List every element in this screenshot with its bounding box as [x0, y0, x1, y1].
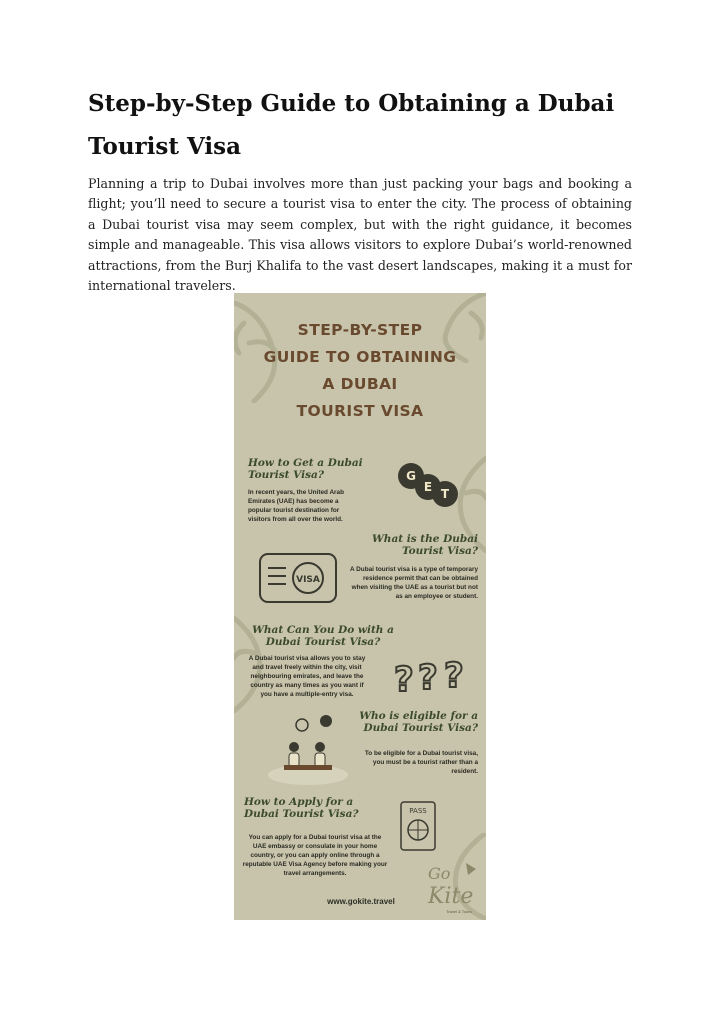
gokite-logo: [424, 859, 484, 917]
passport-icon: [399, 800, 439, 854]
section-heading-what-can: What Can You Do with a Dubai Tourist Visa?: [252, 624, 394, 648]
infographic-poster: [234, 293, 486, 920]
get-letter-e-icon: E: [415, 474, 441, 500]
poster-title-line-4: TOURIST VISA: [296, 402, 424, 420]
section-body-what-is: A Dubai tourist visa is a type of temporary residence permit that can be obtained when visiting the UAE as a tourist but not as an employee or student.: [350, 566, 478, 600]
section-body-who-eligible: To be eligible for a Dubai tourist visa, you must be a tourist rather than a resident.: [364, 750, 478, 775]
website-url[interactable]: www.gokite.travel: [327, 897, 395, 906]
poster-title-line-3: A DUBAI: [322, 375, 398, 393]
poster-title-line-2: GUIDE TO OBTAINING: [263, 348, 457, 366]
poster-title-line-1: STEP-BY-STEP: [297, 321, 423, 339]
logo-tagline: Travel & Tours: [446, 909, 472, 914]
svg-text:?: ?: [418, 658, 438, 697]
section-body-what-can: A Dubai tourist visa allows you to stay and travel freely within the city, visit neighbouring emirates, and leave the country as many times as you want if you have a multiple-entry visa.: [248, 655, 366, 698]
get-letter-t-icon: T: [432, 481, 458, 507]
question-marks-icon: [386, 651, 476, 697]
section-body-how-to-apply: You can apply for a Dubai tourist visa at the UAE embassy or consulate in your home country, or you can apply online through a reputable UAE Visa Agency before making your travel arrangements.: [242, 834, 388, 877]
section-heading-how-to-get: How to Get a Dubai Tourist Visa?: [248, 457, 363, 481]
people-discussion-illustration: [268, 713, 354, 785]
passport-label: PASS: [409, 807, 427, 815]
visa-passport-icon: [256, 548, 340, 608]
svg-text:?: ?: [394, 660, 414, 697]
section-body-how-to-get: In recent years, the United Arab Emirates (UAE) has become a popular tourist destination for visitors from all over the world.: [248, 489, 345, 523]
section-heading-who-eligible: Who is eligible for a Dubai Tourist Visa?: [359, 710, 478, 734]
get-letter-g-icon: G: [398, 463, 424, 489]
section-heading-what-is: What is the Dubai Tourist Visa?: [372, 533, 478, 557]
logo-kite-text: Kite: [428, 884, 474, 909]
logo-go-text: Go: [428, 864, 451, 883]
visa-stamp-text: VISA: [296, 575, 320, 585]
svg-text:?: ?: [444, 656, 464, 696]
intro-paragraph: Planning a trip to Dubai involves more than just packing your bags and booking a flight; you’ll need to secure a tourist visa to enter the city. The process of obtaining a Dubai tourist visa may seem complex, but with the right guidance, it becomes simple and manageable. This visa allows visitors to explore Dubai’s world-renowned attractions, from the Burj Khalifa to the vast desert landscapes, making it a must for international travelers.: [88, 176, 632, 294]
section-heading-how-to-apply: How to Apply for a Dubai Tourist Visa?: [244, 796, 359, 820]
page-title: Step-by-Step Guide to Obtaining a Dubai Tourist Visa: [88, 90, 615, 160]
